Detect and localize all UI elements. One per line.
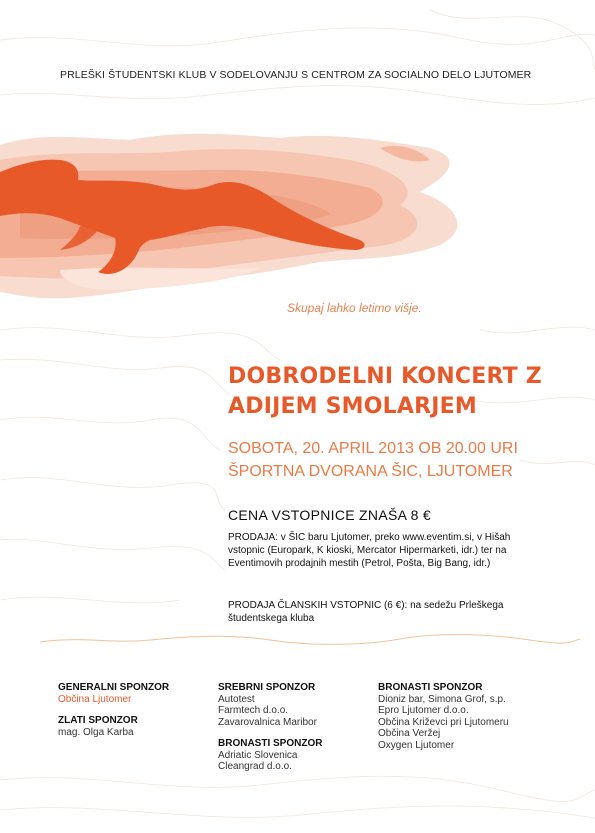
silver-sponsor-item: Zavarovalnica Maribor [218,716,317,728]
slogan: Skupaj lahko letimo višje. [287,301,422,315]
silver-sponsor-item: Farmtech d.o.o. [218,705,289,716]
silver-sponsor-item: Autotest [218,693,255,705]
bronze-sponsor-heading: BRONASTI SPONZOR [378,682,483,693]
members-text: na sedežu Prleškega študentskega kluba [228,600,504,624]
event-title-line-2: ADIJEM SMOLARJEM [228,394,477,419]
gold-sponsor-item: mag. Olga Karba [58,726,134,738]
members-label: PRODAJA ČLANSKIH VSTOPNIC (6 €): [228,600,408,611]
ticket-price: CENA VSTOPNICE ZNAŠA 8 € [228,507,432,523]
gold-sponsor-heading: ZLATI SPONZOR [58,715,138,726]
sponsor-column-1 [58,682,169,738]
member-tickets-info [228,599,533,625]
bronze-sponsor-item: Oxygen Ljutomer [378,739,455,751]
sales-text: v ŠIC baru Ljutomer, preko www.eventim.si, v Hišah vstopnic (Europark, K kioski, Mercator Hipermarketi, idr.) ter na Eventimovih prodajnih mestih (Petrol, Pošta, Big Bang, idr.) [228,532,511,569]
sponsor-column-2 [218,682,322,773]
wavy-divider [40,630,580,650]
event-datetime [228,437,568,483]
general-sponsor-heading: GENERALNI SPONZOR [58,682,170,693]
bronze-sponsor-item: Dioniz bar, Simona Grof, s.p. [378,693,506,705]
ticket-sales-info [228,531,533,570]
silver-sponsor-heading: SREBRNI SPONZOR [218,682,316,693]
event-venue: ŠPORTNA DVORANA ŠIC, LJUTOMER [228,463,513,480]
bronze-sponsor-item: Adriatic Slovenica [218,749,298,761]
organizer-line: PRLEŠKI ŠTUDENTSKI KLUB V SODELOVANJU S CENTROM ZA SOCIALNO DELO LJUTOMER [60,69,532,81]
sales-label: PRODAJA: [228,532,279,543]
hero-illustration [0,120,595,310]
bronze-sponsor-item: Cleangrad d.o.o. [218,761,292,772]
event-date: SOBOTA, 20. APRIL 2013 OB 20.00 URI [228,440,518,457]
sponsor-column-3 [378,682,509,751]
event-title [228,362,568,422]
general-sponsor-item: Občina Ljutomer [58,693,132,705]
bronze-sponsor-item: Epro Ljutomer d.o.o. [378,705,469,716]
event-title-line-1: DOBRODELNI KONCERT Z [228,364,542,389]
bronze-sponsor-heading: BRONASTI SPONZOR [218,738,323,749]
bronze-sponsor-item: Občina Veržej [378,728,441,739]
bronze-sponsor-item: Občina Križevci pri Ljutomeru [378,716,509,728]
